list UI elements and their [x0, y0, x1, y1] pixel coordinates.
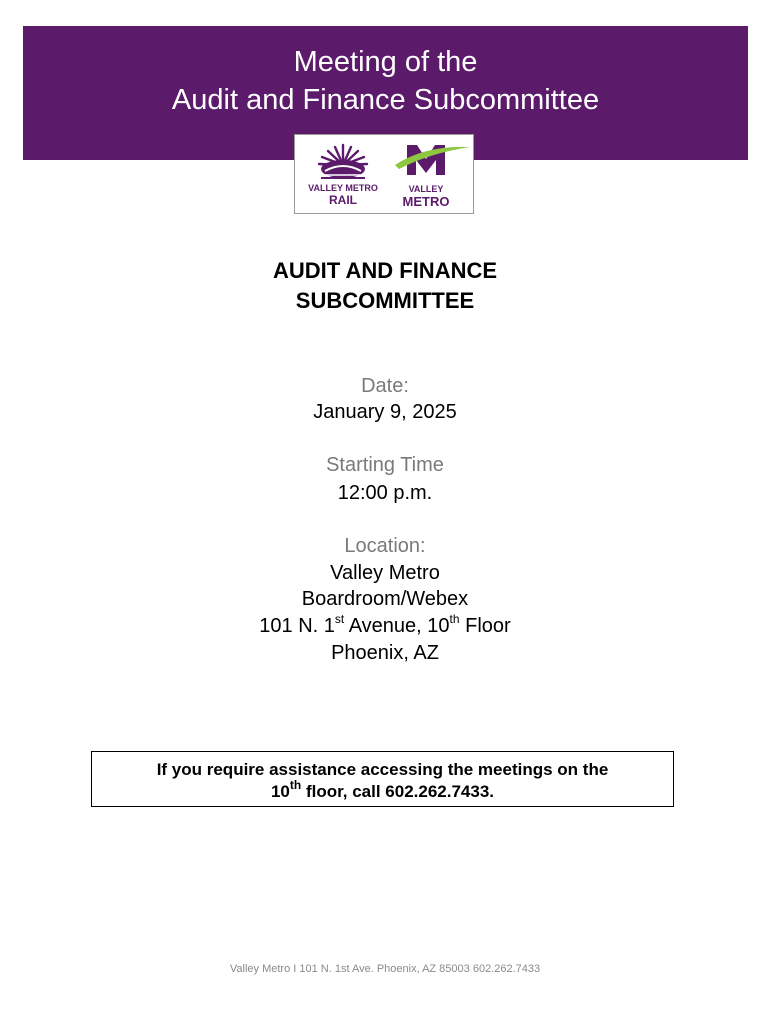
document-title-line-2: SUBCOMMITTEE: [295, 288, 475, 313]
location-line-4: Phoenix, AZ: [331, 642, 439, 664]
location-line-1: Valley Metro: [330, 562, 440, 584]
assistance-line-1: If you require assistance accessing the meetings on the: [156, 760, 609, 779]
logos: [295, 135, 473, 213]
location-line-3: [0, 613, 770, 640]
location-line-3-sup-2: th: [449, 612, 460, 627]
metro-logo-text-2: METRO: [402, 194, 450, 209]
date-label: Date:: [361, 375, 409, 397]
rail-logo-text-2: RAIL: [329, 193, 357, 207]
header-title-line-2: Audit and Finance Subcommittee: [171, 84, 600, 116]
location-line-2: Boardroom/Webex: [301, 588, 469, 610]
location-line-3-prefix: 101 N. 1: [259, 615, 335, 637]
time-label: Starting Time: [326, 454, 444, 476]
assistance-notice: [91, 751, 674, 807]
header-title-line-1: Meeting of the: [293, 46, 478, 78]
location-label: Location:: [344, 535, 426, 557]
date-value: January 9, 2025: [313, 401, 457, 423]
footer-contact: Valley Metro I 101 N. 1st Ave. Phoenix, AZ 85003 602.262.7433: [229, 963, 541, 975]
valley-metro-logo: [395, 145, 470, 209]
logo-panel: [294, 134, 474, 214]
location-line-3-sup-1: st: [334, 612, 345, 627]
assistance-line-2: [92, 778, 673, 803]
assistance-line-2-sup: th: [289, 778, 302, 793]
valley-metro-rail-logo: [308, 145, 378, 207]
document-title-line-1: AUDIT AND FINANCE: [272, 258, 498, 283]
location-line-3-mid: Avenue, 10: [344, 615, 450, 637]
document-title: [0, 256, 770, 316]
assistance-line-2-prefix: 10: [270, 782, 290, 801]
metro-logo-text-1: VALLEY: [408, 184, 444, 194]
location-line-3-suffix: Floor: [459, 615, 511, 637]
assistance-line-2-suffix: floor, call 602.262.7433.: [301, 782, 495, 801]
rail-logo-text-1: VALLEY METRO: [308, 183, 378, 193]
time-value: 12:00 p.m.: [337, 482, 433, 504]
